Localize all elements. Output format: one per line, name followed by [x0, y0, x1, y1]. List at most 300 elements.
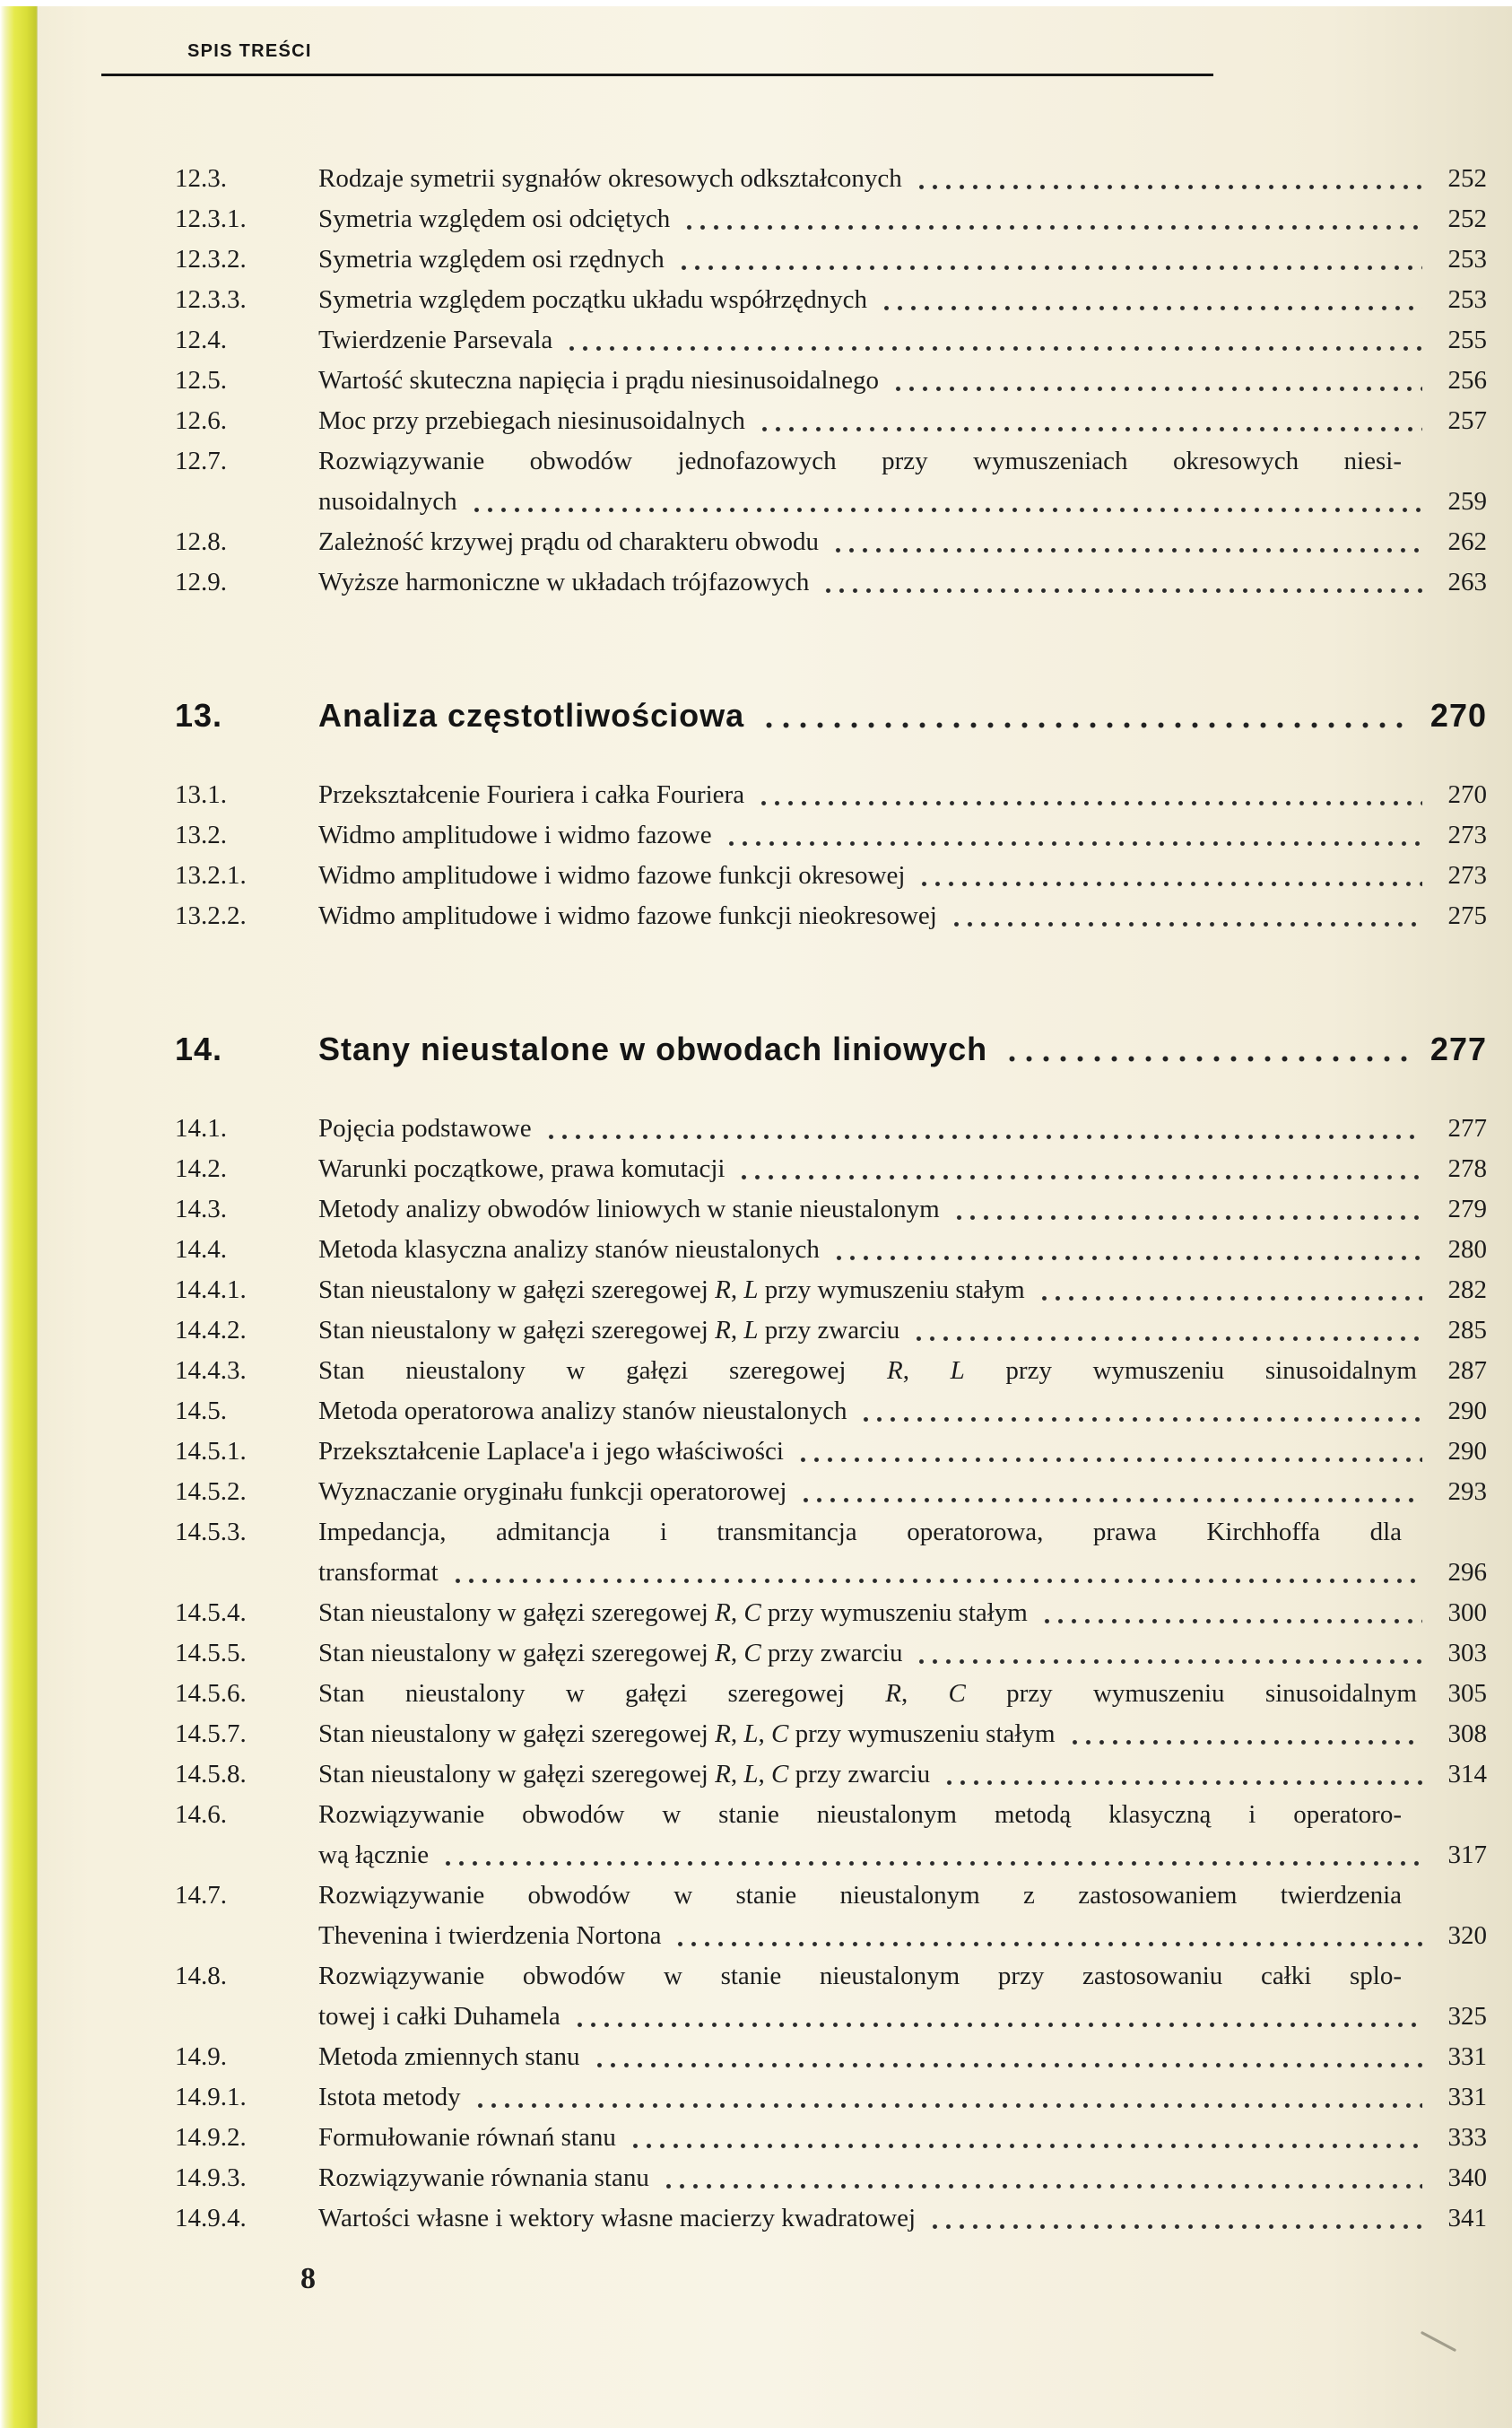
entry-number: 14.2. — [175, 1154, 227, 1183]
entry-page-number: 314 — [1447, 1760, 1487, 1788]
entry-page-number: 257 — [1447, 406, 1487, 435]
entry-body — [318, 1230, 1487, 1270]
entry-title: Widmo amplitudowe i widmo fazowe funkcji nieokresowej — [318, 901, 937, 930]
entry-title: Wartość skuteczna napięcia i prądu niesinusoidalnego — [318, 366, 879, 395]
toc-entry — [175, 401, 1487, 441]
entry-title: Stan nieustalony w gałęzi szeregowej R, C przy zwarciu — [318, 1639, 903, 1667]
dot-leader — [593, 2037, 1422, 2077]
dot-leader — [760, 692, 1412, 739]
entry-number: 14.5.4. — [175, 1598, 247, 1627]
dot-leader — [952, 1189, 1422, 1230]
entry-body — [318, 1875, 1487, 1956]
entry-number: 14.9.4. — [175, 2204, 247, 2232]
dot-leader — [629, 2118, 1422, 2158]
entry-line — [318, 1956, 1487, 1997]
entry-page-number: 278 — [1447, 1154, 1487, 1183]
entry-page-number: 279 — [1447, 1195, 1487, 1223]
toc-entry — [175, 320, 1487, 361]
section-heading — [175, 1026, 1487, 1073]
entry-number: 14.4.3. — [175, 1356, 247, 1385]
entry-page-number: 280 — [1447, 1235, 1487, 1264]
entry-title: Rodzaje symetrii sygnałów okresowych odkształconych — [318, 164, 902, 193]
entry-number: 12.4. — [175, 326, 227, 354]
entry-title: Istota metody — [318, 2083, 461, 2111]
entry-title: Twierdzenie Parsevala — [318, 326, 553, 354]
entry-number: 14.5. — [175, 1397, 227, 1425]
entry-title: Wartości własne i wektory własne macierzy kwadratowej — [318, 2204, 917, 2232]
entry-body — [318, 1432, 1487, 1472]
entry-page-number: 293 — [1447, 1477, 1487, 1506]
section-heading — [175, 692, 1487, 739]
entry-line — [318, 239, 1487, 280]
entry-number: 14.4.1. — [175, 1275, 247, 1304]
toc-entry — [175, 1754, 1487, 1795]
entry-title: Wyższe harmoniczne w układach trójfazowych — [318, 568, 810, 596]
dot-leader — [662, 2158, 1422, 2198]
dot-leader — [832, 1230, 1422, 1270]
entry-number: 12.8. — [175, 527, 227, 556]
toc-entry — [175, 562, 1487, 603]
entry-line — [318, 1835, 1487, 1875]
entry-page-number: 282 — [1447, 1275, 1487, 1304]
toc-entry — [175, 1432, 1487, 1472]
dot-leader — [737, 1149, 1422, 1189]
entry-number: 13.2.1. — [175, 861, 247, 890]
toc-entry — [175, 522, 1487, 562]
entry-number: 14.1. — [175, 1114, 227, 1143]
entry-line — [318, 1875, 1487, 1916]
footer-page-number: 8 — [300, 2262, 316, 2295]
entry-number: 12.3.2. — [175, 245, 247, 274]
section-heading-line — [318, 692, 1487, 739]
entry-line — [318, 1149, 1487, 1189]
entry-line — [318, 1472, 1487, 1512]
toc-entry — [175, 159, 1487, 199]
entry-number: 13.1. — [175, 780, 227, 809]
page-content — [175, 0, 1487, 2296]
entry-line — [318, 159, 1487, 199]
entry-number: 13.2.2. — [175, 901, 247, 930]
toc-entry — [175, 2158, 1487, 2198]
dot-leader — [682, 199, 1422, 239]
entry-number: 14.9.2. — [175, 2123, 247, 2152]
entry-page-number: 317 — [1447, 1841, 1487, 1869]
dot-leader — [1040, 1593, 1422, 1633]
entry-page-number: 287 — [1447, 1356, 1487, 1385]
entry-line — [318, 2077, 1487, 2118]
entry-number: 14.8. — [175, 1962, 227, 1990]
entry-body — [318, 199, 1487, 239]
toc-entry — [175, 2077, 1487, 2118]
dot-leader — [799, 1472, 1422, 1512]
entry-body — [318, 239, 1487, 280]
entry-page-number: 252 — [1447, 205, 1487, 233]
entry-number: 12.6. — [175, 406, 227, 435]
toc-entry — [175, 361, 1487, 401]
entry-title: Stan nieustalony w gałęzi szeregowej R, L przy wymuszeniu stałym — [318, 1275, 1025, 1304]
section-page-number: 270 — [1429, 697, 1487, 734]
dot-leader — [565, 320, 1422, 361]
toc-entry — [175, 896, 1487, 936]
toc-entry — [175, 1512, 1487, 1593]
entry-page-number: 285 — [1447, 1316, 1487, 1345]
entry-title: Formułowanie równań stanu — [318, 2123, 616, 2152]
entry-number: 13.2. — [175, 821, 227, 849]
toc-entry — [175, 1310, 1487, 1351]
book-edge-strip — [0, 0, 38, 2428]
section-heading-body — [318, 692, 1487, 739]
entry-body — [318, 2198, 1487, 2239]
toc-entry — [175, 856, 1487, 896]
entry-line — [318, 1230, 1487, 1270]
entry-line — [318, 401, 1487, 441]
entry-number: 14.5.6. — [175, 1679, 247, 1708]
toc-entry — [175, 1875, 1487, 1956]
entry-title: Metoda klasyczna analizy stanów nieustalonych — [318, 1235, 820, 1264]
entry-number: 14.3. — [175, 1195, 227, 1223]
entry-page-number: 296 — [1447, 1558, 1487, 1587]
entry-title: Impedancja, admitancja i transmitancja operatorowa, prawa Kirchhoffa dla — [318, 1518, 1402, 1546]
entry-body — [318, 2118, 1487, 2158]
dot-leader — [673, 1916, 1422, 1956]
entry-title: Przekształcenie Laplace'a i jego właściwości — [318, 1437, 784, 1466]
entry-page-number: 308 — [1447, 1719, 1487, 1748]
entry-number: 12.5. — [175, 366, 227, 395]
entry-page-number: 262 — [1447, 527, 1487, 556]
entry-title: Thevenina i twierdzenia Nortona — [318, 1921, 662, 1950]
entry-title: Metoda zmiennych stanu — [318, 2042, 580, 2071]
dot-leader — [1004, 1026, 1412, 1073]
entry-line — [318, 2198, 1487, 2239]
entry-title: Przekształcenie Fouriera i całka Fouriera — [318, 780, 745, 809]
entry-title: Stan nieustalony w gałęzi szeregowej R, L przy zwarciu — [318, 1316, 900, 1345]
entry-page-number: 273 — [1447, 861, 1487, 890]
entry-number: 12.3. — [175, 164, 227, 193]
entry-line — [318, 361, 1487, 401]
entry-line — [318, 1270, 1487, 1310]
entry-line — [318, 2158, 1487, 2198]
dot-leader — [912, 1310, 1422, 1351]
toc-entry — [175, 1472, 1487, 1512]
entry-title: Widmo amplitudowe i widmo fazowe funkcji okresowej — [318, 861, 906, 890]
entry-body — [318, 1593, 1487, 1633]
entry-body — [318, 1512, 1487, 1593]
dot-leader — [470, 482, 1422, 522]
dot-leader — [891, 361, 1422, 401]
entry-page-number: 303 — [1447, 1639, 1487, 1667]
page-footer — [175, 2262, 1487, 2296]
entry-number: 12.3.1. — [175, 205, 247, 233]
entry-body — [318, 1351, 1487, 1391]
toc-entry — [175, 1391, 1487, 1432]
section-heading-body — [318, 1026, 1487, 1073]
section-heading-line — [318, 1026, 1487, 1073]
section-page-number: 277 — [1429, 1031, 1487, 1067]
entry-body — [318, 280, 1487, 320]
entry-title: Stan nieustalony w gałęzi szeregowej R, L, C przy wymuszeniu stałym — [318, 1719, 1056, 1748]
toc-entry — [175, 2037, 1487, 2077]
entry-page-number: 273 — [1447, 821, 1487, 849]
entry-line — [318, 1593, 1487, 1633]
entry-body — [318, 1189, 1487, 1230]
entry-title: Widmo amplitudowe i widmo fazowe — [318, 821, 712, 849]
toc-entry — [175, 2198, 1487, 2239]
entry-page-number: 290 — [1447, 1437, 1487, 1466]
entry-body — [318, 775, 1487, 815]
header-rule — [101, 74, 1213, 76]
entry-page-number: 277 — [1447, 1114, 1487, 1143]
entry-title: Symetria względem osi odciętych — [318, 205, 671, 233]
entry-body — [318, 562, 1487, 603]
entry-page-number: 341 — [1447, 2204, 1487, 2232]
entry-title: Rozwiązywanie obwodów w stanie nieustalonym metodą klasyczną i operatoro- — [318, 1800, 1402, 1829]
entry-body — [318, 441, 1487, 522]
entry-page-number: 252 — [1447, 164, 1487, 193]
entry-line — [318, 1754, 1487, 1795]
entry-number: 14.5.7. — [175, 1719, 247, 1748]
entry-page-number: 290 — [1447, 1397, 1487, 1425]
entry-line — [318, 1553, 1487, 1593]
dot-leader — [725, 815, 1422, 856]
entry-line — [318, 815, 1487, 856]
entry-number: 14.5.2. — [175, 1477, 247, 1506]
dot-leader — [915, 1633, 1422, 1674]
dot-leader — [544, 1109, 1422, 1149]
entry-page-number: 253 — [1447, 245, 1487, 274]
entry-body — [318, 1714, 1487, 1754]
section-number: 13. — [175, 697, 223, 734]
toc-entry — [175, 815, 1487, 856]
entry-body — [318, 401, 1487, 441]
toc-entry — [175, 1593, 1487, 1633]
toc-entry — [175, 1230, 1487, 1270]
entry-line — [318, 1916, 1487, 1956]
entry-title: Rozwiązywanie równania stanu — [318, 2163, 649, 2192]
toc-entry-list — [175, 775, 1487, 936]
entry-line — [318, 482, 1487, 522]
toc-entry — [175, 1189, 1487, 1230]
toc-entry — [175, 1633, 1487, 1674]
entry-body — [318, 1754, 1487, 1795]
entry-body — [318, 1472, 1487, 1512]
section-number: 14. — [175, 1031, 223, 1067]
entry-page-number: 253 — [1447, 285, 1487, 314]
entry-line — [318, 522, 1487, 562]
toc-entry — [175, 239, 1487, 280]
entry-body — [318, 522, 1487, 562]
entry-line — [318, 896, 1487, 936]
entry-page-number: 340 — [1447, 2163, 1487, 2192]
entry-page-number: 259 — [1447, 487, 1487, 516]
entry-line — [318, 1351, 1487, 1391]
toc-section — [175, 159, 1487, 603]
entry-body — [318, 2158, 1487, 2198]
entry-number: 14.4. — [175, 1235, 227, 1264]
entry-title: transformat — [318, 1558, 439, 1587]
toc-entry-list — [175, 1109, 1487, 2239]
toc-entry — [175, 2118, 1487, 2158]
entry-body — [318, 1310, 1487, 1351]
entry-number: 12.3.3. — [175, 285, 247, 314]
entry-title: wą łącznie — [318, 1841, 430, 1869]
entry-title: Symetria względem początku układu współrzędnych — [318, 285, 868, 314]
entry-line — [318, 562, 1487, 603]
dot-leader — [859, 1391, 1422, 1432]
toc-section — [175, 1026, 1487, 2239]
entry-title: Wyznaczanie oryginału funkcji operatorowej — [318, 1477, 787, 1506]
dot-leader — [943, 1754, 1422, 1795]
entry-line — [318, 1189, 1487, 1230]
entry-number: 14.4.2. — [175, 1316, 247, 1345]
toc-section — [175, 692, 1487, 936]
entry-line — [318, 1633, 1487, 1674]
entry-title: Pojęcia podstawowe — [318, 1114, 532, 1143]
dot-leader — [474, 2077, 1422, 2118]
entry-line — [318, 1714, 1487, 1754]
toc-sections — [175, 159, 1487, 2239]
entry-body — [318, 856, 1487, 896]
dot-leader — [915, 159, 1422, 199]
scan-mark — [1421, 2331, 1456, 2352]
dot-leader — [573, 1997, 1422, 2037]
entry-line — [318, 1432, 1487, 1472]
entry-page-number: 256 — [1447, 366, 1487, 395]
entry-body — [318, 1956, 1487, 2037]
entry-title: Metoda operatorowa analizy stanów nieustalonych — [318, 1397, 847, 1425]
entry-line — [318, 1795, 1487, 1835]
page-header-title: SPIS TREŚCI — [187, 41, 312, 61]
entry-page-number: 320 — [1447, 1921, 1487, 1950]
entry-line — [318, 1997, 1487, 2037]
entry-number: 14.7. — [175, 1881, 227, 1910]
toc-entry — [175, 199, 1487, 239]
entry-number: 14.9. — [175, 2042, 227, 2071]
dot-leader — [917, 856, 1422, 896]
entry-body — [318, 1149, 1487, 1189]
toc-entry — [175, 280, 1487, 320]
dot-leader — [451, 1553, 1422, 1593]
entry-line — [318, 1391, 1487, 1432]
entry-page-number: 270 — [1447, 780, 1487, 809]
dot-leader — [796, 1432, 1422, 1472]
entry-title: Rozwiązywanie obwodów jednofazowych przy wymuszeniach okresowych niesi- — [318, 447, 1402, 475]
entry-body — [318, 2037, 1487, 2077]
dot-leader — [821, 562, 1422, 603]
entry-page-number: 331 — [1447, 2042, 1487, 2071]
entry-body — [318, 320, 1487, 361]
entry-page-number: 255 — [1447, 326, 1487, 354]
entry-number: 14.5.5. — [175, 1639, 247, 1667]
entry-line — [318, 1512, 1487, 1553]
entry-body — [318, 1109, 1487, 1149]
entry-title: Stan nieustalony w gałęzi szeregowej R, C przy wymuszeniu sinusoidalnym — [318, 1679, 1417, 1708]
entry-line — [318, 856, 1487, 896]
section-title: Stany nieustalone w obwodach liniowych — [318, 1031, 988, 1067]
entry-title: Moc przy przebiegach niesinusoidalnych — [318, 406, 745, 435]
entry-number: 14.5.3. — [175, 1518, 247, 1546]
toc-entry — [175, 1674, 1487, 1714]
entry-title: Rozwiązywanie obwodów w stanie nieustalonym z zastosowaniem twierdzenia — [318, 1881, 1402, 1910]
dot-leader — [758, 401, 1422, 441]
dot-leader — [677, 239, 1422, 280]
toc-entry — [175, 1795, 1487, 1875]
entry-title: Stan nieustalony w gałęzi szeregowej R, L przy wymuszeniu sinusoidalnym — [318, 1356, 1417, 1385]
entry-title: Zależność krzywej prądu od charakteru obwodu — [318, 527, 820, 556]
entry-page-number: 275 — [1447, 901, 1487, 930]
toc-entry — [175, 1956, 1487, 2037]
entry-body — [318, 1674, 1487, 1714]
entry-title: towej i całki Duhamela — [318, 2002, 560, 2031]
entry-body — [318, 159, 1487, 199]
entry-number: 14.5.8. — [175, 1760, 247, 1788]
entry-page-number: 331 — [1447, 2083, 1487, 2111]
entry-line — [318, 2037, 1487, 2077]
entry-number: 14.5.1. — [175, 1437, 247, 1466]
toc-entry — [175, 775, 1487, 815]
entry-number: 14.9.1. — [175, 2083, 247, 2111]
entry-body — [318, 361, 1487, 401]
entry-body — [318, 1391, 1487, 1432]
entry-number: 12.9. — [175, 568, 227, 596]
entry-number: 14.9.3. — [175, 2163, 247, 2192]
entry-title: Stan nieustalony w gałęzi szeregowej R, C przy wymuszeniu stałym — [318, 1598, 1028, 1627]
toc-entry — [175, 441, 1487, 522]
entry-title: Rozwiązywanie obwodów w stanie nieustalonym przy zastosowaniu całki splo- — [318, 1962, 1402, 1990]
entry-line — [318, 775, 1487, 815]
toc-entry — [175, 1149, 1487, 1189]
entry-line — [318, 320, 1487, 361]
toc-entry — [175, 1270, 1487, 1310]
entry-title: Metody analizy obwodów liniowych w stanie nieustalonym — [318, 1195, 940, 1223]
entry-number: 12.7. — [175, 447, 227, 475]
entry-body — [318, 2077, 1487, 2118]
dot-leader — [950, 896, 1422, 936]
toc-entry — [175, 1109, 1487, 1149]
entry-line — [318, 199, 1487, 239]
entry-title: nusoidalnych — [318, 487, 457, 516]
section-title: Analiza częstotliwościowa — [318, 697, 745, 734]
entry-body — [318, 896, 1487, 936]
entry-title: Stan nieustalony w gałęzi szeregowej R, L, C przy zwarciu — [318, 1760, 931, 1788]
entry-body — [318, 1633, 1487, 1674]
toc-entry — [175, 1714, 1487, 1754]
entry-page-number: 333 — [1447, 2123, 1487, 2152]
entry-line — [318, 2118, 1487, 2158]
entry-line — [318, 280, 1487, 320]
toc-entry-list — [175, 159, 1487, 603]
entry-number: 14.6. — [175, 1800, 227, 1829]
entry-page-number: 300 — [1447, 1598, 1487, 1627]
dot-leader — [831, 522, 1422, 562]
entry-page-number: 325 — [1447, 2002, 1487, 2031]
entry-body — [318, 815, 1487, 856]
entry-title: Symetria względem osi rzędnych — [318, 245, 665, 274]
entry-title: Warunki początkowe, prawa komutacji — [318, 1154, 726, 1183]
entry-line — [318, 1310, 1487, 1351]
entry-line — [318, 1109, 1487, 1149]
dot-leader — [880, 280, 1422, 320]
entry-body — [318, 1795, 1487, 1875]
entry-line — [318, 1674, 1487, 1714]
entry-page-number: 263 — [1447, 568, 1487, 596]
dot-leader — [1038, 1270, 1422, 1310]
toc-entry — [175, 1351, 1487, 1391]
entry-page-number: 305 — [1447, 1679, 1487, 1708]
dot-leader — [441, 1835, 1422, 1875]
dot-leader — [1068, 1714, 1422, 1754]
entry-line — [318, 441, 1487, 482]
dot-leader — [928, 2198, 1422, 2239]
